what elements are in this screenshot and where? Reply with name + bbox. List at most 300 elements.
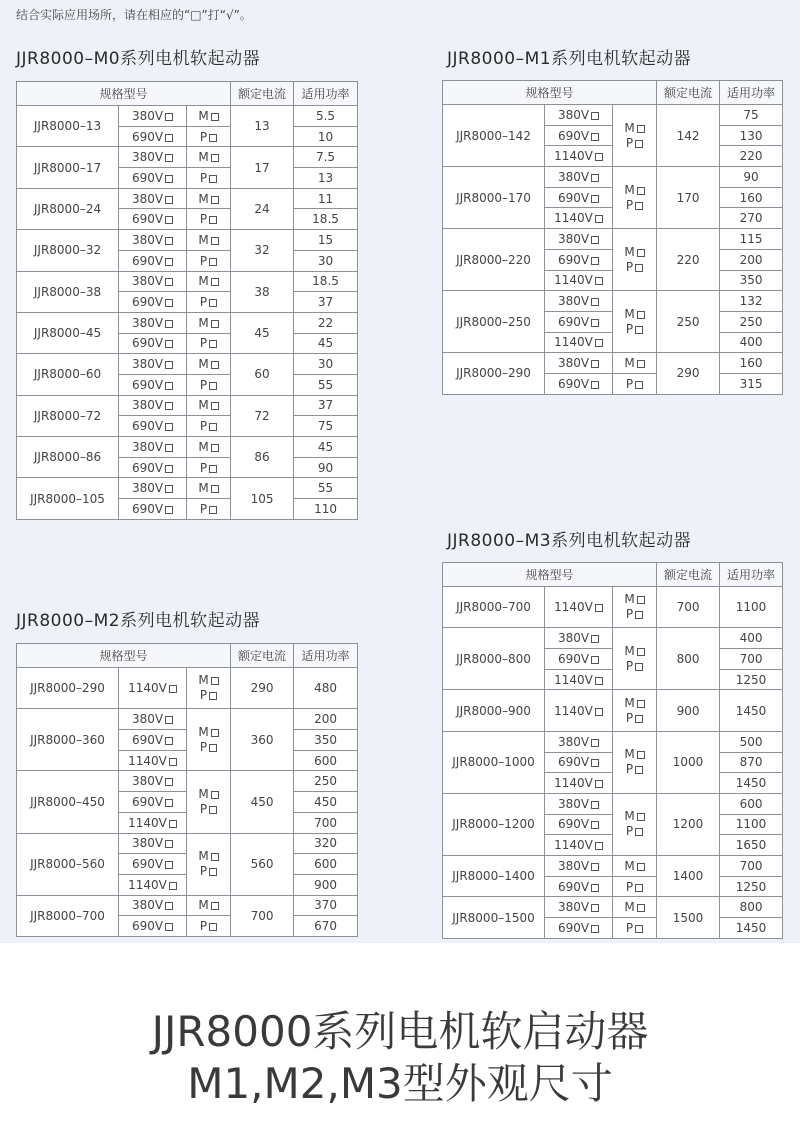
- power-cell: 400: [720, 332, 783, 353]
- checkbox-icon[interactable]: [637, 904, 645, 912]
- mode-mp-cell: [613, 628, 657, 690]
- voltage-cell: [545, 270, 613, 291]
- checkbox-icon[interactable]: [169, 685, 177, 693]
- voltage-cell: [119, 833, 187, 854]
- checkbox-icon[interactable]: [635, 828, 643, 836]
- mode-m-line: [613, 245, 656, 260]
- model-cell: JJR8000–900: [443, 690, 545, 731]
- voltage-label: 380V: [557, 631, 590, 646]
- voltage-label: 690V: [557, 755, 590, 770]
- power-cell: 5.5: [294, 106, 358, 127]
- checkbox-icon[interactable]: [595, 153, 603, 161]
- checkbox-icon[interactable]: [165, 175, 173, 183]
- checkbox-icon[interactable]: [211, 485, 219, 493]
- mode-m-cell: [613, 855, 657, 876]
- voltage-label: 1140V: [554, 600, 593, 615]
- model-cell: JJR8000–1000: [443, 731, 545, 793]
- checkbox-icon[interactable]: [209, 175, 217, 183]
- model-cell: JJR8000–38: [17, 271, 119, 312]
- mode-m-cell: [187, 230, 231, 251]
- voltage-cell: [119, 478, 187, 499]
- header-power: 适用功率: [720, 563, 783, 587]
- voltage-cell: [119, 271, 187, 292]
- checkbox-icon[interactable]: [165, 134, 173, 142]
- checkbox-icon[interactable]: [637, 751, 645, 759]
- voltage-label: 380V: [131, 274, 164, 289]
- current-cell: 900: [657, 690, 720, 731]
- model-cell: JJR8000–170: [443, 167, 545, 229]
- checkbox-icon[interactable]: [165, 320, 173, 328]
- model-cell: JJR8000–700: [443, 587, 545, 628]
- voltage-label: 380V: [131, 191, 164, 206]
- header-row: [443, 81, 783, 105]
- power-cell: 75: [720, 105, 783, 126]
- checkbox-icon[interactable]: [169, 820, 177, 828]
- mode-mp-cell: [613, 105, 657, 167]
- table-title-m1: JJR8000–M1系列电机软起动器: [447, 49, 692, 69]
- checkbox-icon[interactable]: [209, 258, 217, 266]
- mode-label: P: [199, 295, 208, 310]
- voltage-cell: [545, 332, 613, 353]
- model-cell: JJR8000–700: [17, 895, 119, 936]
- checkbox-icon[interactable]: [637, 360, 645, 368]
- checkbox-icon[interactable]: [165, 382, 173, 390]
- current-cell: 1200: [657, 793, 720, 855]
- checkbox-icon[interactable]: [637, 813, 645, 821]
- mode-mp-cell: [187, 668, 231, 709]
- checkbox-icon[interactable]: [635, 202, 643, 210]
- checkbox-icon[interactable]: [211, 791, 219, 799]
- power-cell: 75: [294, 416, 358, 437]
- mode-label: P: [625, 135, 634, 150]
- spec-table-m2: [16, 643, 358, 937]
- checkbox-icon[interactable]: [637, 311, 645, 319]
- checkbox-icon[interactable]: [211, 444, 219, 452]
- voltage-label: 380V: [557, 107, 590, 122]
- checkbox-icon[interactable]: [165, 299, 173, 307]
- mode-label: P: [199, 864, 208, 879]
- checkbox-icon[interactable]: [637, 863, 645, 871]
- checkbox-icon[interactable]: [211, 677, 219, 685]
- checkbox-icon[interactable]: [165, 237, 173, 245]
- mode-m-line: [187, 787, 230, 802]
- current-cell: 38: [231, 271, 294, 312]
- checkbox-icon[interactable]: [635, 766, 643, 774]
- model-cell: JJR8000–1200: [443, 793, 545, 855]
- power-cell: 22: [294, 312, 358, 333]
- checkbox-icon[interactable]: [165, 216, 173, 224]
- checkbox-icon[interactable]: [635, 715, 643, 723]
- power-cell: 37: [294, 395, 358, 416]
- model-cell: JJR8000–800: [443, 628, 545, 690]
- checkbox-icon[interactable]: [165, 444, 173, 452]
- checkbox-icon[interactable]: [169, 758, 177, 766]
- checkbox-icon[interactable]: [211, 237, 219, 245]
- mode-label: P: [199, 919, 208, 934]
- checkbox-icon[interactable]: [591, 381, 599, 389]
- checkbox-icon[interactable]: [591, 257, 599, 265]
- checkbox-icon[interactable]: [635, 140, 643, 148]
- model-cell: JJR8000–142: [443, 105, 545, 167]
- voltage-cell: [119, 147, 187, 168]
- mode-mp-cell: [187, 771, 231, 833]
- checkbox-icon[interactable]: [591, 925, 599, 933]
- checkbox-icon[interactable]: [595, 842, 603, 850]
- mode-p-line: [613, 824, 656, 839]
- voltage-label: 690V: [131, 794, 164, 809]
- checkbox-icon[interactable]: [595, 780, 603, 788]
- checkbox-icon[interactable]: [165, 506, 173, 514]
- power-cell: 450: [294, 792, 358, 813]
- checkbox-icon[interactable]: [595, 277, 603, 285]
- checkbox-icon[interactable]: [591, 801, 599, 809]
- checkbox-icon[interactable]: [165, 923, 173, 931]
- checkbox-icon[interactable]: [591, 635, 599, 643]
- checkbox-icon[interactable]: [635, 326, 643, 334]
- table-row: [443, 855, 783, 876]
- mode-label: P: [199, 212, 208, 227]
- mode-label: M: [624, 747, 635, 762]
- power-cell: 7.5: [294, 147, 358, 168]
- header-row: [17, 82, 358, 106]
- voltage-label: 380V: [131, 712, 164, 727]
- checkbox-icon[interactable]: [209, 692, 217, 700]
- checkbox-icon[interactable]: [591, 884, 599, 892]
- checkbox-icon[interactable]: [211, 196, 219, 204]
- power-cell: 30: [294, 354, 358, 375]
- checkbox-icon[interactable]: [209, 216, 217, 224]
- checkbox-icon[interactable]: [637, 125, 645, 133]
- checkbox-icon[interactable]: [209, 340, 217, 348]
- voltage-label: 380V: [557, 356, 590, 371]
- checkbox-icon[interactable]: [635, 381, 643, 389]
- checkbox-icon[interactable]: [209, 299, 217, 307]
- mode-m-cell: [187, 106, 231, 127]
- voltage-cell: [545, 587, 613, 628]
- checkbox-icon[interactable]: [591, 174, 599, 182]
- mode-label: M: [198, 439, 209, 454]
- voltage-label: 380V: [557, 734, 590, 749]
- voltage-label: 380V: [131, 357, 164, 372]
- voltage-label: 690V: [131, 419, 164, 434]
- current-cell: 450: [231, 771, 294, 833]
- checkbox-icon[interactable]: [165, 113, 173, 121]
- model-cell: JJR8000–45: [17, 312, 119, 353]
- table-row: [443, 353, 783, 374]
- current-cell: 17: [231, 147, 294, 188]
- current-cell: 45: [231, 312, 294, 353]
- checkbox-icon[interactable]: [595, 215, 603, 223]
- checkbox-icon[interactable]: [211, 113, 219, 121]
- table-title-m2: JJR8000–M2系列电机软起动器: [16, 611, 261, 631]
- voltage-cell: [545, 208, 613, 229]
- table-title-m0: JJR8000–M0系列电机软起动器: [16, 49, 261, 69]
- mode-label: M: [198, 673, 209, 688]
- spec-table-m3: [442, 562, 783, 939]
- checkbox-icon[interactable]: [591, 904, 599, 912]
- checkbox-icon[interactable]: [165, 799, 173, 807]
- checkbox-icon[interactable]: [637, 648, 645, 656]
- mode-m-line: [613, 121, 656, 136]
- checkbox-icon[interactable]: [591, 319, 599, 327]
- voltage-cell: [545, 187, 613, 208]
- current-cell: 86: [231, 437, 294, 478]
- checkbox-icon[interactable]: [591, 195, 599, 203]
- power-cell: 18.5: [294, 209, 358, 230]
- mode-label: M: [624, 809, 635, 824]
- checkbox-icon[interactable]: [637, 187, 645, 195]
- checkbox-icon[interactable]: [209, 506, 217, 514]
- voltage-label: 380V: [131, 108, 164, 123]
- checkbox-icon[interactable]: [209, 423, 217, 431]
- checkbox-icon[interactable]: [635, 663, 643, 671]
- mode-m-cell: [187, 395, 231, 416]
- voltage-label: 690V: [557, 252, 590, 267]
- voltage-label: 380V: [557, 169, 590, 184]
- table-row: [17, 354, 358, 375]
- checkbox-icon[interactable]: [211, 278, 219, 286]
- checkbox-icon[interactable]: [595, 708, 603, 716]
- checkbox-icon[interactable]: [635, 884, 643, 892]
- voltage-cell: [119, 416, 187, 437]
- checkbox-icon[interactable]: [165, 361, 173, 369]
- voltage-label: 690V: [131, 212, 164, 227]
- checkbox-icon[interactable]: [165, 840, 173, 848]
- checkbox-icon[interactable]: [211, 402, 219, 410]
- header-power: 适用功率: [720, 81, 783, 105]
- checkbox-icon[interactable]: [165, 402, 173, 410]
- power-cell: 15: [294, 230, 358, 251]
- power-cell: 1650: [720, 835, 783, 856]
- voltage-label: 690V: [557, 314, 590, 329]
- mode-label: M: [198, 108, 209, 123]
- mode-label: P: [199, 419, 208, 434]
- voltage-cell: [545, 690, 613, 731]
- current-cell: 290: [231, 668, 294, 709]
- mode-p-cell: [187, 416, 231, 437]
- checkbox-icon[interactable]: [637, 249, 645, 257]
- mode-p-line: [613, 762, 656, 777]
- checkbox-icon[interactable]: [209, 465, 217, 473]
- checkbox-icon[interactable]: [165, 778, 173, 786]
- voltage-cell: [119, 437, 187, 458]
- power-cell: 1100: [720, 814, 783, 835]
- voltage-label: 380V: [131, 774, 164, 789]
- voltage-cell: [119, 292, 187, 313]
- mode-m-line: [613, 592, 656, 607]
- mode-mp-cell: [613, 690, 657, 731]
- table-row: [443, 628, 783, 649]
- voltage-label: 690V: [557, 651, 590, 666]
- current-cell: 72: [231, 395, 294, 436]
- checkbox-icon[interactable]: [165, 861, 173, 869]
- caption-line-1: JJR8000系列电机软启动器: [151, 1007, 649, 1056]
- power-cell: 1450: [720, 918, 783, 939]
- power-cell: 270: [720, 208, 783, 229]
- voltage-label: 380V: [131, 898, 164, 913]
- voltage-cell: [119, 188, 187, 209]
- table-row: [17, 771, 358, 792]
- checkbox-icon[interactable]: [635, 264, 643, 272]
- mode-label: P: [625, 259, 634, 274]
- mode-m-cell: [187, 895, 231, 916]
- voltage-label: 690V: [131, 336, 164, 351]
- checkbox-icon[interactable]: [209, 868, 217, 876]
- current-cell: 60: [231, 354, 294, 395]
- checkbox-icon[interactable]: [211, 154, 219, 162]
- checkbox-icon[interactable]: [595, 677, 603, 685]
- checkbox-icon[interactable]: [165, 196, 173, 204]
- table-row: [443, 105, 783, 126]
- checkbox-icon[interactable]: [211, 902, 219, 910]
- voltage-label: 690V: [131, 460, 164, 475]
- header-current: 额定电流: [231, 644, 294, 668]
- power-cell: 700: [720, 649, 783, 670]
- power-cell: 670: [294, 916, 358, 937]
- table-row: [443, 291, 783, 312]
- voltage-cell: [545, 373, 613, 394]
- model-cell: JJR8000–220: [443, 229, 545, 291]
- table-row: [17, 668, 358, 709]
- voltage-label: 1140V: [128, 753, 167, 768]
- table-row: [17, 312, 358, 333]
- checkbox-icon[interactable]: [165, 737, 173, 745]
- checkbox-icon[interactable]: [591, 863, 599, 871]
- checkbox-icon[interactable]: [591, 759, 599, 767]
- mode-label: M: [198, 357, 209, 372]
- header-spec: 规格型号: [17, 644, 231, 668]
- voltage-label: 690V: [131, 732, 164, 747]
- voltage-label: 380V: [557, 900, 590, 915]
- power-cell: 1450: [720, 690, 783, 731]
- checkbox-icon[interactable]: [211, 853, 219, 861]
- checkbox-icon[interactable]: [209, 382, 217, 390]
- header-current: 额定电流: [657, 81, 720, 105]
- checkbox-icon[interactable]: [591, 133, 599, 141]
- checkbox-icon[interactable]: [591, 739, 599, 747]
- header-spec: 规格型号: [17, 82, 231, 106]
- table-row: [443, 167, 783, 188]
- checkbox-icon[interactable]: [591, 298, 599, 306]
- voltage-cell: [119, 354, 187, 375]
- model-cell: JJR8000–24: [17, 188, 119, 229]
- voltage-label: 380V: [131, 481, 164, 496]
- checkbox-icon[interactable]: [209, 134, 217, 142]
- checkbox-icon[interactable]: [637, 700, 645, 708]
- mode-label: P: [625, 607, 634, 622]
- checkbox-icon[interactable]: [209, 806, 217, 814]
- checkbox-icon[interactable]: [595, 339, 603, 347]
- mode-p-cell: [187, 457, 231, 478]
- mode-p-cell: [187, 916, 231, 937]
- power-cell: 800: [720, 897, 783, 918]
- mode-label: P: [199, 336, 208, 351]
- checkbox-icon[interactable]: [165, 716, 173, 724]
- checkbox-icon[interactable]: [211, 729, 219, 737]
- voltage-cell: [545, 311, 613, 332]
- voltage-label: 380V: [557, 858, 590, 873]
- checkbox-icon[interactable]: [165, 340, 173, 348]
- voltage-cell: [119, 106, 187, 127]
- voltage-cell: [119, 457, 187, 478]
- current-cell: 360: [231, 709, 294, 771]
- checkbox-icon[interactable]: [591, 112, 599, 120]
- checkbox-icon[interactable]: [165, 278, 173, 286]
- checkbox-icon[interactable]: [165, 902, 173, 910]
- header-row: [17, 644, 358, 668]
- mode-m-line: [187, 673, 230, 688]
- model-cell: JJR8000–1500: [443, 897, 545, 938]
- voltage-label: 380V: [557, 231, 590, 246]
- checkbox-icon[interactable]: [165, 154, 173, 162]
- power-cell: 11: [294, 188, 358, 209]
- voltage-cell: [545, 731, 613, 752]
- checkbox-icon[interactable]: [211, 320, 219, 328]
- checkbox-icon[interactable]: [591, 360, 599, 368]
- mode-label: P: [199, 460, 208, 475]
- voltage-label: 1140V: [128, 681, 167, 696]
- checkbox-icon[interactable]: [165, 485, 173, 493]
- mode-label: P: [625, 321, 634, 336]
- power-cell: 350: [294, 730, 358, 751]
- checkbox-icon[interactable]: [591, 821, 599, 829]
- voltage-label: 690V: [131, 377, 164, 392]
- mode-p-cell: [613, 918, 657, 939]
- current-cell: 1400: [657, 855, 720, 896]
- voltage-label: 690V: [131, 129, 164, 144]
- mode-m-line: [613, 644, 656, 659]
- power-cell: 500: [720, 731, 783, 752]
- power-cell: 250: [294, 771, 358, 792]
- voltage-label: 1140V: [554, 273, 593, 288]
- voltage-cell: [545, 897, 613, 918]
- mode-m-cell: [187, 271, 231, 292]
- voltage-cell: [119, 168, 187, 189]
- voltage-label: 380V: [131, 315, 164, 330]
- current-cell: 32: [231, 230, 294, 271]
- voltage-label: 690V: [131, 170, 164, 185]
- checkbox-icon[interactable]: [165, 423, 173, 431]
- mode-p-cell: [613, 373, 657, 394]
- checkbox-icon[interactable]: [209, 744, 217, 752]
- checkbox-icon[interactable]: [591, 656, 599, 664]
- checkbox-icon[interactable]: [169, 882, 177, 890]
- header-power: 适用功率: [294, 82, 358, 106]
- header-spec: 规格型号: [443, 81, 657, 105]
- mode-m-line: [187, 725, 230, 740]
- table-row: [17, 895, 358, 916]
- model-cell: JJR8000–560: [17, 833, 119, 895]
- model-cell: JJR8000–290: [17, 668, 119, 709]
- checkbox-icon[interactable]: [165, 258, 173, 266]
- power-cell: 600: [294, 854, 358, 875]
- voltage-label: 690V: [557, 190, 590, 205]
- checkbox-icon[interactable]: [595, 604, 603, 612]
- checkbox-icon[interactable]: [211, 361, 219, 369]
- model-cell: JJR8000–86: [17, 437, 119, 478]
- voltage-cell: [119, 312, 187, 333]
- voltage-cell: [119, 895, 187, 916]
- mode-label: M: [624, 182, 635, 197]
- checkbox-icon[interactable]: [635, 925, 643, 933]
- checkbox-icon[interactable]: [209, 923, 217, 931]
- checkbox-icon[interactable]: [635, 611, 643, 619]
- voltage-label: 1140V: [128, 815, 167, 830]
- mode-m-cell: [613, 353, 657, 374]
- checkbox-icon[interactable]: [591, 236, 599, 244]
- checkbox-icon[interactable]: [165, 465, 173, 473]
- checkbox-icon[interactable]: [637, 596, 645, 604]
